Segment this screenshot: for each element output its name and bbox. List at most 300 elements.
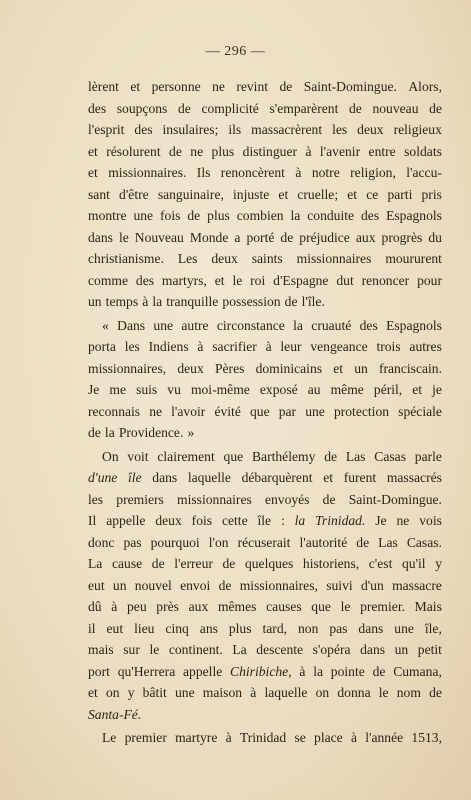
word: moururent bbox=[385, 251, 442, 266]
word: la bbox=[293, 317, 303, 333]
word: suivi bbox=[326, 577, 353, 593]
word: de bbox=[284, 294, 298, 309]
word: évité bbox=[214, 403, 241, 419]
word: une bbox=[394, 620, 414, 636]
word: de bbox=[322, 491, 336, 507]
word: et bbox=[412, 382, 423, 397]
word: Mais bbox=[414, 599, 442, 614]
word: christianisme. bbox=[88, 251, 164, 266]
text-line bbox=[88, 270, 442, 292]
word: cinq bbox=[165, 620, 189, 636]
word: laquelle bbox=[264, 685, 308, 700]
word: sant bbox=[88, 186, 110, 202]
text-line bbox=[88, 184, 442, 206]
word: Providence. bbox=[118, 425, 184, 440]
word: Saint-Domingue. bbox=[303, 79, 397, 94]
word: pour bbox=[417, 272, 442, 288]
word: circonstance bbox=[216, 317, 285, 333]
word: a bbox=[234, 229, 241, 245]
word: notre bbox=[311, 165, 340, 180]
word: Barthélemy bbox=[251, 448, 316, 464]
word: à bbox=[265, 339, 272, 354]
word: La bbox=[232, 642, 247, 657]
word: missionnaires, bbox=[88, 360, 167, 376]
word: premiers bbox=[116, 491, 164, 507]
word: dans bbox=[358, 620, 384, 636]
word: Saint-Domingue. bbox=[348, 491, 442, 507]
word: mêmes bbox=[217, 599, 257, 614]
word: autres bbox=[409, 339, 442, 354]
word: progrès bbox=[381, 229, 423, 245]
text-line bbox=[88, 162, 442, 184]
word: dû bbox=[88, 599, 102, 614]
word: près bbox=[156, 599, 179, 614]
word: ne bbox=[396, 513, 410, 528]
word: des bbox=[359, 317, 378, 333]
word: massacrés bbox=[386, 470, 442, 485]
word: les bbox=[124, 339, 140, 354]
word: leur bbox=[280, 339, 302, 354]
word: lieu bbox=[134, 620, 155, 636]
word: le bbox=[118, 229, 129, 245]
word: c'est bbox=[368, 556, 393, 571]
text-line bbox=[88, 227, 442, 249]
word: à bbox=[295, 165, 302, 180]
word: Las bbox=[378, 534, 398, 550]
word: la bbox=[294, 513, 306, 528]
word: deux bbox=[177, 360, 204, 376]
word: autre bbox=[181, 317, 209, 333]
word: Casas. bbox=[406, 534, 442, 550]
word: des bbox=[134, 122, 153, 137]
word: des bbox=[135, 272, 155, 288]
word: l'autorité bbox=[299, 534, 348, 550]
word: et bbox=[323, 470, 334, 485]
word: insulaires; bbox=[162, 122, 219, 137]
word: on bbox=[105, 685, 120, 700]
word: Casas bbox=[374, 448, 406, 464]
word: d'un bbox=[360, 577, 384, 593]
word: une bbox=[153, 317, 174, 333]
word: porta bbox=[88, 339, 116, 354]
word: religion, bbox=[350, 165, 396, 180]
text-line bbox=[88, 532, 442, 554]
word: de bbox=[429, 685, 442, 700]
word: causes bbox=[266, 599, 302, 614]
word: aux bbox=[355, 229, 376, 245]
word: l'île. bbox=[301, 294, 325, 309]
word: de bbox=[177, 100, 191, 116]
word: que bbox=[249, 403, 270, 419]
text-line bbox=[88, 661, 442, 683]
word: les bbox=[88, 491, 104, 507]
word: ne bbox=[190, 143, 204, 159]
word: plus bbox=[211, 143, 235, 159]
word: plus bbox=[228, 620, 252, 636]
word: Espagnols bbox=[386, 208, 442, 223]
text-line bbox=[88, 639, 442, 661]
word: et bbox=[88, 685, 98, 700]
word: Il bbox=[88, 513, 97, 528]
word: à bbox=[225, 730, 232, 745]
word: La bbox=[88, 556, 103, 571]
word: 1513, bbox=[411, 730, 442, 745]
text-line bbox=[88, 682, 442, 704]
word: conduite bbox=[307, 208, 355, 223]
word: l'année bbox=[365, 730, 404, 745]
word: Santa-Fé. bbox=[88, 706, 142, 722]
word: entre bbox=[368, 143, 396, 159]
word: des bbox=[361, 208, 380, 223]
word: franciscain. bbox=[378, 360, 442, 376]
word: et bbox=[88, 143, 98, 159]
word: soldats bbox=[404, 143, 442, 159]
word: dans bbox=[360, 642, 386, 657]
word: port bbox=[88, 663, 110, 679]
word: une bbox=[305, 403, 325, 419]
word: montre bbox=[88, 208, 127, 223]
word: un bbox=[354, 360, 368, 376]
word: aux bbox=[188, 599, 209, 614]
word: Las bbox=[345, 448, 366, 464]
word: de bbox=[348, 100, 362, 116]
word: place bbox=[314, 730, 343, 745]
word: l'avoir bbox=[171, 403, 206, 419]
word: de bbox=[187, 208, 201, 223]
word: du bbox=[428, 229, 442, 245]
word: tard, bbox=[262, 620, 288, 636]
word: un bbox=[112, 577, 127, 593]
word: préjudice bbox=[299, 229, 350, 245]
word: Dans bbox=[117, 317, 146, 333]
text-line bbox=[88, 553, 442, 575]
word: appelle bbox=[183, 663, 223, 679]
text-line bbox=[88, 141, 442, 163]
word: d'être bbox=[119, 186, 149, 202]
word: l'avenir bbox=[319, 143, 361, 159]
text-line bbox=[88, 205, 442, 227]
word: le bbox=[149, 642, 160, 657]
word: je bbox=[432, 382, 442, 397]
text-line bbox=[88, 119, 442, 141]
word: exposé bbox=[259, 382, 298, 397]
text-line bbox=[88, 76, 442, 98]
word: roi bbox=[250, 272, 266, 288]
word: premier bbox=[124, 730, 167, 745]
word: un bbox=[88, 294, 102, 309]
word: : bbox=[280, 513, 285, 528]
text-line bbox=[88, 510, 442, 532]
word: On bbox=[102, 448, 119, 464]
word: combien bbox=[236, 208, 284, 223]
word: Je bbox=[375, 513, 387, 528]
word: les bbox=[332, 122, 348, 137]
word: à bbox=[250, 685, 257, 700]
word: l'accu- bbox=[406, 165, 442, 180]
word: à bbox=[299, 663, 306, 679]
text-line bbox=[88, 704, 442, 726]
word: de bbox=[218, 577, 232, 593]
word: Pères bbox=[214, 360, 245, 376]
word: Trinidad bbox=[239, 730, 287, 745]
word: comme bbox=[88, 272, 129, 288]
word: y bbox=[435, 556, 442, 571]
text-line bbox=[88, 315, 442, 337]
word: Chiribiche, bbox=[230, 663, 292, 679]
word: envoi bbox=[180, 577, 211, 593]
text-line bbox=[88, 358, 442, 380]
word: ce bbox=[366, 186, 379, 202]
word: revint bbox=[236, 79, 269, 94]
word: deux bbox=[357, 122, 384, 137]
word: et bbox=[214, 272, 225, 288]
word: fois bbox=[191, 513, 213, 528]
word: de bbox=[429, 100, 442, 116]
word: martyrs, bbox=[161, 272, 207, 288]
word: renoncèrent bbox=[220, 165, 285, 180]
word: vois bbox=[419, 513, 442, 528]
page-number: — 296 — bbox=[205, 44, 266, 59]
word: temps bbox=[105, 294, 139, 309]
word: la bbox=[313, 663, 324, 679]
word: nouvel bbox=[134, 577, 172, 593]
word: débarquèrent bbox=[241, 470, 313, 485]
word: d'Espagne bbox=[273, 272, 329, 288]
word: pas bbox=[329, 620, 348, 636]
word: cause bbox=[111, 556, 143, 571]
word: île, bbox=[424, 620, 442, 636]
word: porté bbox=[246, 229, 275, 245]
word: eut bbox=[106, 620, 124, 636]
text-line bbox=[88, 422, 442, 444]
word: historiens, bbox=[302, 556, 360, 571]
word: missionnaires. bbox=[108, 165, 187, 180]
word: dut bbox=[336, 272, 354, 288]
word: une bbox=[133, 208, 154, 223]
text-line bbox=[88, 379, 442, 401]
word: nom bbox=[396, 685, 421, 700]
word: tranquille bbox=[166, 294, 219, 309]
word: de bbox=[372, 663, 386, 679]
word: se bbox=[294, 730, 306, 745]
word: fois bbox=[160, 208, 181, 223]
word: Alors, bbox=[408, 79, 442, 94]
word: pas bbox=[123, 534, 142, 550]
word: le bbox=[340, 599, 351, 614]
word: dans bbox=[88, 229, 113, 245]
word: récuserait bbox=[237, 534, 291, 550]
word: possession bbox=[222, 294, 281, 309]
word: Cumana, bbox=[393, 663, 442, 679]
word: peu bbox=[126, 599, 147, 614]
word: saints bbox=[251, 251, 283, 266]
word: mais bbox=[88, 642, 114, 657]
word: appelle bbox=[106, 513, 146, 528]
word: parle bbox=[414, 448, 442, 464]
text-line bbox=[88, 575, 442, 597]
word: missionnaires bbox=[177, 491, 252, 507]
word: de bbox=[280, 229, 294, 245]
word: me bbox=[109, 382, 126, 397]
word: Je bbox=[88, 382, 100, 397]
word: quelques bbox=[244, 556, 294, 571]
word: au bbox=[307, 382, 321, 397]
word: une bbox=[175, 685, 195, 700]
word: reconnais bbox=[88, 403, 141, 419]
word: à bbox=[111, 599, 118, 614]
word: premier. bbox=[360, 599, 405, 614]
word: deux bbox=[211, 251, 238, 266]
word: de bbox=[169, 143, 182, 159]
word: Indiens bbox=[148, 339, 189, 354]
word: à bbox=[142, 294, 149, 309]
word: cruelle; bbox=[297, 186, 339, 202]
text-line bbox=[88, 291, 442, 313]
body-text bbox=[88, 76, 442, 749]
text-line bbox=[88, 446, 442, 468]
word: s'emparèrent bbox=[269, 100, 339, 116]
word: qu'Herrera bbox=[117, 663, 176, 679]
text-line bbox=[88, 98, 442, 120]
word: pointe bbox=[330, 663, 365, 679]
text-line bbox=[88, 248, 442, 270]
word: la bbox=[290, 208, 301, 223]
word: on bbox=[315, 685, 330, 700]
word: donc bbox=[88, 534, 115, 550]
word: île bbox=[257, 513, 272, 528]
word: lèrent bbox=[88, 79, 119, 94]
word: et bbox=[278, 186, 289, 202]
word: le bbox=[378, 685, 389, 700]
word: pourquoi bbox=[150, 534, 200, 550]
word: et bbox=[333, 360, 344, 376]
text-line bbox=[88, 467, 442, 489]
word: Ils bbox=[196, 165, 211, 180]
word: missionnaires, bbox=[239, 577, 318, 593]
word: cette bbox=[221, 513, 248, 528]
word: distinguer bbox=[242, 143, 298, 159]
word: que bbox=[311, 599, 331, 614]
word: et bbox=[130, 79, 141, 94]
word: voit bbox=[127, 448, 149, 464]
word: ils bbox=[228, 122, 242, 137]
word: le bbox=[232, 272, 243, 288]
word: sanguinaire, bbox=[157, 186, 224, 202]
word: personne bbox=[151, 79, 201, 94]
word: cruauté bbox=[311, 317, 352, 333]
word: nouveau bbox=[372, 100, 419, 116]
word: suis bbox=[136, 382, 158, 397]
word: continent. bbox=[168, 642, 223, 657]
word: « bbox=[102, 317, 109, 333]
word: descente bbox=[256, 642, 304, 657]
word: dominicains bbox=[255, 360, 323, 376]
word: pris bbox=[421, 186, 442, 202]
text-line bbox=[88, 401, 442, 423]
word: vengeance bbox=[310, 339, 368, 354]
word: religieux bbox=[393, 122, 442, 137]
word: vu bbox=[167, 382, 181, 397]
word: des bbox=[88, 100, 107, 116]
word: maison bbox=[202, 685, 243, 700]
word: ne bbox=[212, 79, 225, 94]
text-line bbox=[88, 336, 442, 358]
word: et bbox=[88, 165, 98, 180]
word: Espagnols bbox=[386, 317, 442, 333]
word: ans bbox=[199, 620, 218, 636]
word: ne bbox=[149, 403, 163, 419]
word: à bbox=[197, 339, 204, 354]
text-line bbox=[88, 618, 442, 640]
word: Le bbox=[102, 730, 117, 745]
word: que bbox=[223, 448, 244, 464]
word: île bbox=[128, 470, 142, 485]
word: moi-même bbox=[190, 382, 250, 397]
word: martyre bbox=[175, 730, 218, 745]
word: s'opéra bbox=[312, 642, 351, 657]
word: massacrèrent bbox=[251, 122, 323, 137]
word: qu'il bbox=[401, 556, 426, 571]
word: sacrifier bbox=[212, 339, 257, 354]
word: complicité bbox=[201, 100, 259, 116]
word: un bbox=[394, 642, 409, 657]
word: d'une bbox=[88, 470, 118, 485]
word: » bbox=[187, 425, 195, 440]
word: massacre bbox=[392, 577, 442, 593]
word: renoncer bbox=[361, 272, 410, 288]
word: l'esprit bbox=[88, 122, 125, 137]
word: donna bbox=[337, 685, 371, 700]
word: furent bbox=[343, 470, 377, 485]
word: missionnaires bbox=[296, 251, 372, 266]
word: clairement bbox=[157, 448, 215, 464]
word: Les bbox=[177, 251, 198, 266]
text-line bbox=[88, 596, 442, 618]
word: envoyés bbox=[264, 491, 310, 507]
word: et bbox=[347, 186, 358, 202]
word: l'erreur bbox=[174, 556, 213, 571]
text-line bbox=[88, 489, 442, 511]
word: protection bbox=[333, 403, 390, 419]
word: injuste bbox=[233, 186, 270, 202]
word: de bbox=[222, 556, 236, 571]
word: à bbox=[305, 143, 312, 159]
word: Trinidad. bbox=[315, 513, 366, 528]
word: eut bbox=[88, 577, 105, 593]
word: deux bbox=[155, 513, 182, 528]
word: de bbox=[151, 556, 165, 571]
word: trois bbox=[376, 339, 401, 354]
word: de bbox=[279, 79, 293, 94]
word: Nouveau bbox=[134, 229, 184, 245]
word: de bbox=[88, 425, 101, 440]
word: la bbox=[152, 294, 163, 309]
word: non bbox=[297, 620, 319, 636]
word: plus bbox=[207, 208, 230, 223]
word: parti bbox=[387, 186, 413, 202]
word: sur bbox=[123, 642, 140, 657]
word: la bbox=[104, 425, 115, 440]
word: laquelle bbox=[187, 470, 231, 485]
word: Monde bbox=[189, 229, 229, 245]
text-line bbox=[88, 727, 442, 749]
word: de bbox=[356, 534, 370, 550]
word: dans bbox=[152, 470, 178, 485]
word: il bbox=[88, 620, 96, 636]
word: même bbox=[330, 382, 364, 397]
word: y bbox=[127, 685, 135, 700]
word: bâtit bbox=[142, 685, 167, 700]
